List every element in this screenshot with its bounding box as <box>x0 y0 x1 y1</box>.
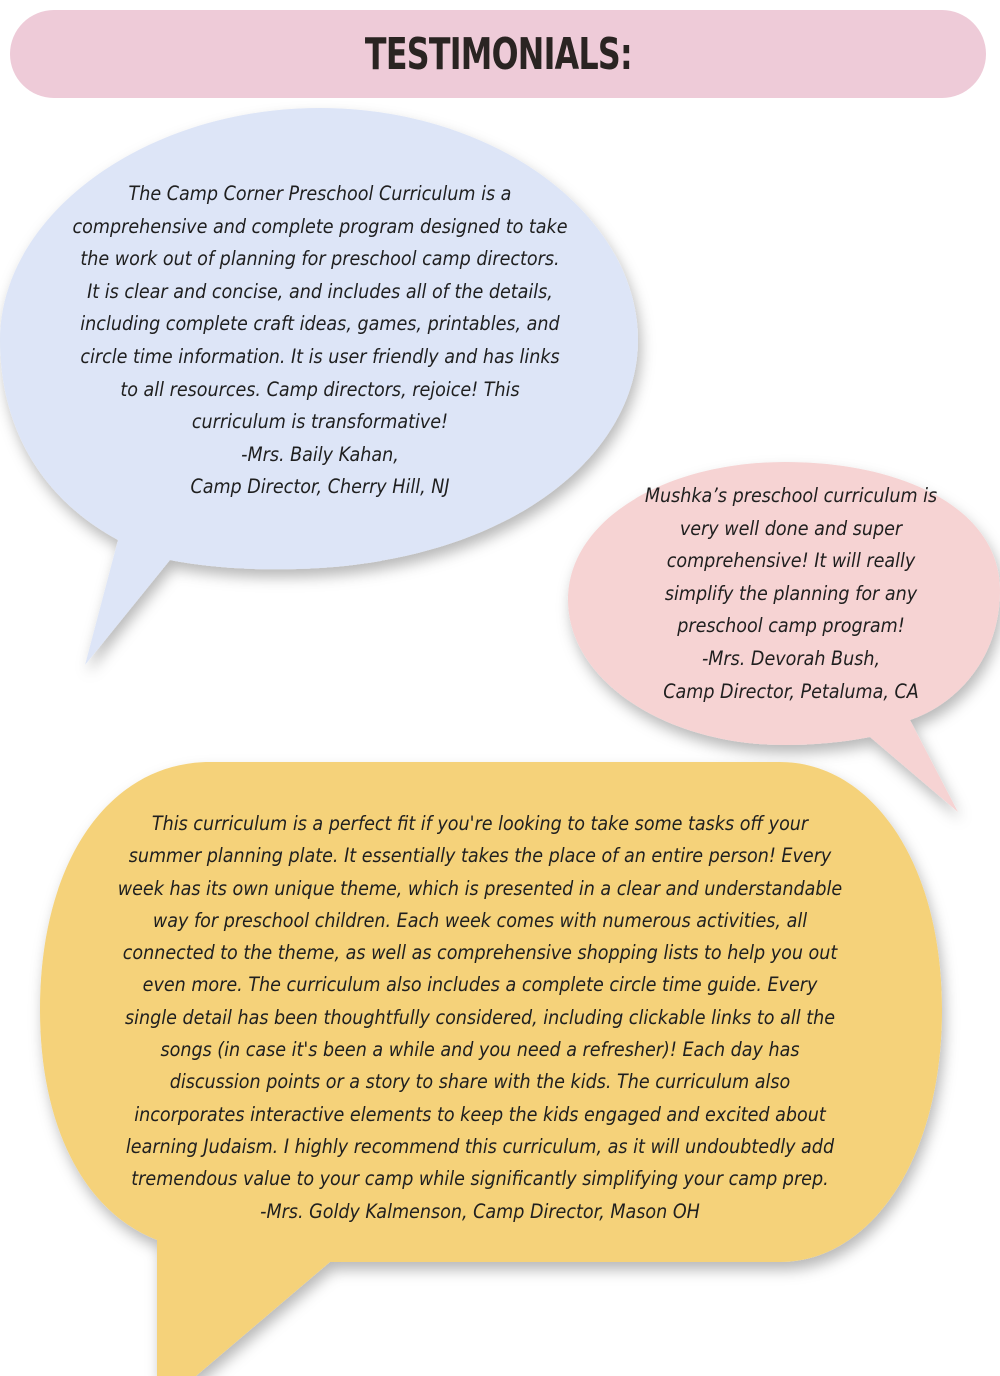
quote-line: way for preschool children. Each week comes with numerous activities, all <box>152 908 808 932</box>
quote-line: week has its own unique theme, which is presented in a clear and understandable <box>117 876 843 900</box>
quote-line: The Camp Corner Preschool Curriculum is a <box>128 182 512 205</box>
quote-line: the work out of planning for preschool camp directors. <box>80 247 560 271</box>
quote-line: to all resources. Camp directors, rejoice! This <box>120 377 520 401</box>
quote-author: -Mrs. Baily Kahan, <box>241 442 399 466</box>
quote-line: discussion points or a story to share with the kids. The curriculum also <box>169 1070 791 1094</box>
quote-line: incorporates interactive elements to keep the kids engaged and excited about <box>134 1102 826 1126</box>
testimonial-kalmenson <box>84 808 876 1228</box>
quote-author-title: Camp Director, Petaluma, CA <box>663 679 919 703</box>
testimonial-bush <box>616 480 967 708</box>
quote-line: including complete craft ideas, games, printables, and <box>80 312 560 336</box>
quote-line: curriculum is transformative! <box>191 410 449 434</box>
quote-line: learning Judaism. I highly recommend this curriculum, as it will undoubtedly add <box>125 1134 835 1158</box>
quote-line: very well done and super <box>679 516 903 540</box>
testimonial-kahan <box>68 178 572 504</box>
quote-author-title: Camp Director, Cherry Hill, NJ <box>190 475 450 499</box>
quote-author: -Mrs. Goldy Kalmenson, Camp Director, Mason OH <box>260 1199 700 1223</box>
quote-author: -Mrs. Devorah Bush, <box>701 646 881 670</box>
quote-line: songs (in case it's been a while and you need a refresher)! Each day has <box>160 1038 800 1062</box>
quote-line: single detail has been thoughtfully considered, including clickable links to all the <box>125 1005 835 1029</box>
quote-line: connected to the theme, as well as comprehensive shopping lists to help you out <box>122 941 838 965</box>
quote-line: preschool camp program! <box>677 614 905 638</box>
quote-line: Mushka’s preschool curriculum is <box>644 484 938 507</box>
quote-line: This curriculum is a perfect fit if you're looking to take some tasks off your <box>151 812 809 835</box>
quote-line: even more. The curriculum also includes a complete circle time guide. Every <box>142 973 818 997</box>
quote-line: tremendous value to your camp while significantly simplifying your camp prep. <box>131 1167 829 1191</box>
quote-line: comprehensive! It will really <box>666 549 916 573</box>
page-title: TESTIMONIALS: <box>364 28 632 80</box>
quote-line: summer planning plate. It essentially takes the place of an entire person! Every <box>128 844 832 868</box>
quote-line: simplify the planning for any <box>664 581 918 605</box>
quote-line: circle time information. It is user friendly and has links <box>80 344 560 368</box>
quote-line: comprehensive and complete program designed to take <box>72 214 568 238</box>
quote-line: It is clear and concise, and includes all of the details, <box>87 279 553 303</box>
